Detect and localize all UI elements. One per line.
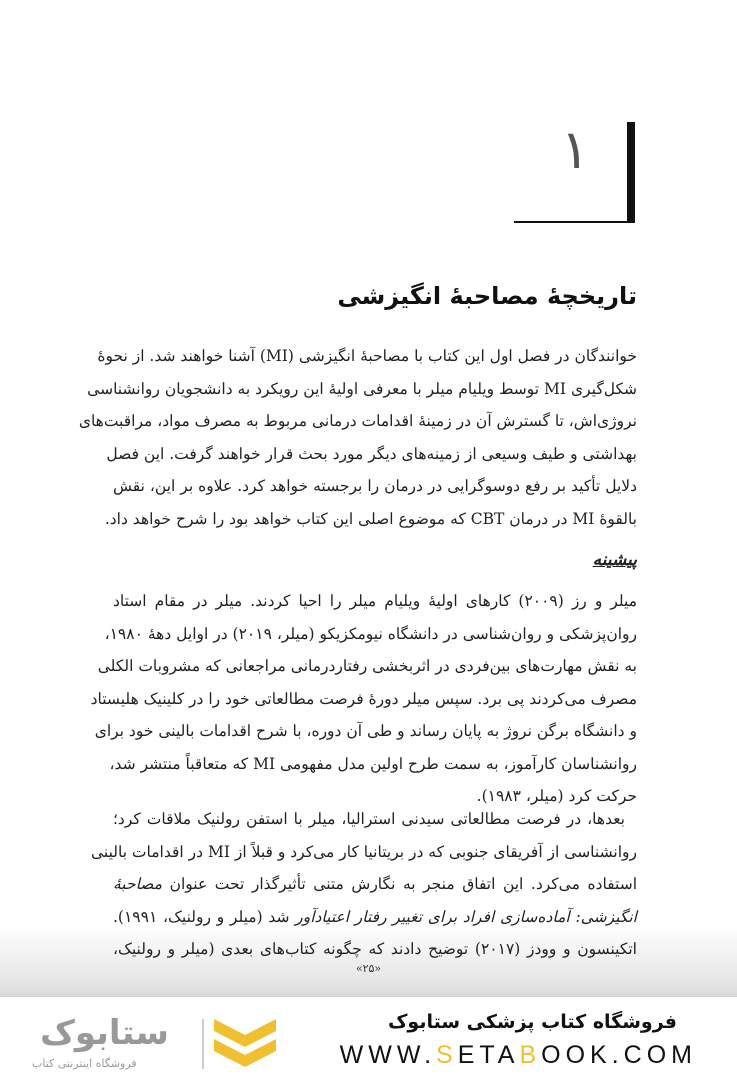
logo-name: ستابوک [40,1013,169,1053]
chapter-bar [627,122,635,223]
text-line: شکل‌گیری MI توسط ویلیام میلر با معرفی اولیهٔ این رویکرد به دانشجویان روانشناسی [87,379,637,398]
text-segment: شد (میلر و رولنیک، ۱۹۹۱). [113,907,296,926]
text-line: بعدها، در فرصت مطالعاتی سیدنی استرالیا، میلر با استفن رولنیک ملاقات کرد؛ [113,810,625,828]
text-line: مصرف می‌کردند پی برد. سپس میلر دورهٔ فرصت مطالعاتی خود را در کلینیک هلیستاد [90,689,637,708]
text-line: نروژی‌اش، تا گسترش آن در زمینهٔ اقدامات درمانی مربوط به مصرف مواد، مراقبت‌های [78,412,637,430]
page-number: «۲۵» [355,962,382,975]
chapter-title: تاریخچهٔ مصاحبهٔ انگیزشی [337,282,637,310]
text-line: خوانندگان در فصل اول این کتاب با مصاحبهٔ انگیزشی (MI) آشنا خواهند شد. از نحوهٔ [97,347,637,365]
url-part: ETA [457,1041,520,1069]
text-line: روان‌پزشکی و روان‌شناسی در دانشگاه نیومکزیکو (میلر، ۲۰۱۹) در اوایل دههٔ ۱۹۸۰، [104,624,637,643]
url-part: B [519,1041,542,1069]
text-line [113,901,637,934]
url-part: WWW. [339,1041,437,1069]
text-line [113,868,637,901]
text-line: بهداشتی و طیف وسیعی از زمینه‌های دیگر مورد بحث قرار خواهند گرفت. این فصل [106,444,637,463]
text-line: به نقش مهارت‌های بین‌فردی در اثربخشی رفتاردرمانی مراجعانی که مشروبات الکلی [97,657,637,675]
logo-divider [202,1019,204,1069]
italic-title: انگیزشی: آماده‌سازی افراد برای تغییر رفتار اعتیادآور [295,907,637,926]
chapter-number: ۱ [560,118,590,181]
text-line: روانشناسان کارآموز، به سمت طرح اولین مدل مفهومی MI که متعاقباً منتشر شد، [109,754,637,773]
store-footer [0,997,737,1080]
store-name: فروشگاه کتاب پزشکی ستابوک [387,1011,677,1033]
text-segment: استفاده می‌کرد. این اتفاق منجر به نگارش متنی تأثیرگذار تحت عنوان [162,875,637,893]
section-heading: پیشینه [592,550,637,570]
url-part: S [436,1041,458,1069]
chevron-logo-icon [210,1015,280,1071]
text-line: و دانشگاه برگن نروژ به پایان رساند و طی آن دوره، با شرح اقدامات بالینی خود برای [94,722,637,740]
text-line: حرکت کرد (میلر، ۱۹۸۳). [476,787,637,805]
text-line: اتکینسون و وودز (۲۰۱۷) توضیح دادند که چگونه کتاب‌های بعدی (میلر و رولنیک، [113,940,637,958]
paragraph-later [90,803,637,966]
url-part: OOK.COM [541,1041,697,1069]
logo-subtitle: فروشگاه اینترنتی کتاب [32,1057,137,1070]
text-line: میلر و رز (۲۰۰۹) کارهای اولیهٔ ویلیام میلر را احیا کردند. میلر در مقام استاد [113,592,637,610]
italic-title: مصاحبهٔ [113,875,163,893]
paragraph-background [90,585,637,813]
setabook-logo [30,1013,290,1073]
text-line: بالقوهٔ MI در درمان CBT که موضوع اصلی این کتاب خواهد بود را شرح خواهد داد. [104,509,637,528]
chapter-rule [514,221,635,223]
store-url[interactable] [340,1041,697,1070]
paragraph-intro [78,340,637,535]
text-line: روانشناسی از آفریقای جنوبی که در بریتانیا کار می‌کرد و قبلاً از MI در اقدامات بالینی [90,842,637,861]
text-line: دلایل تأکید بر رفع دوسوگرایی در درمان را برجسته خواهد کرد. علاوه بر این، نقش [113,477,637,495]
